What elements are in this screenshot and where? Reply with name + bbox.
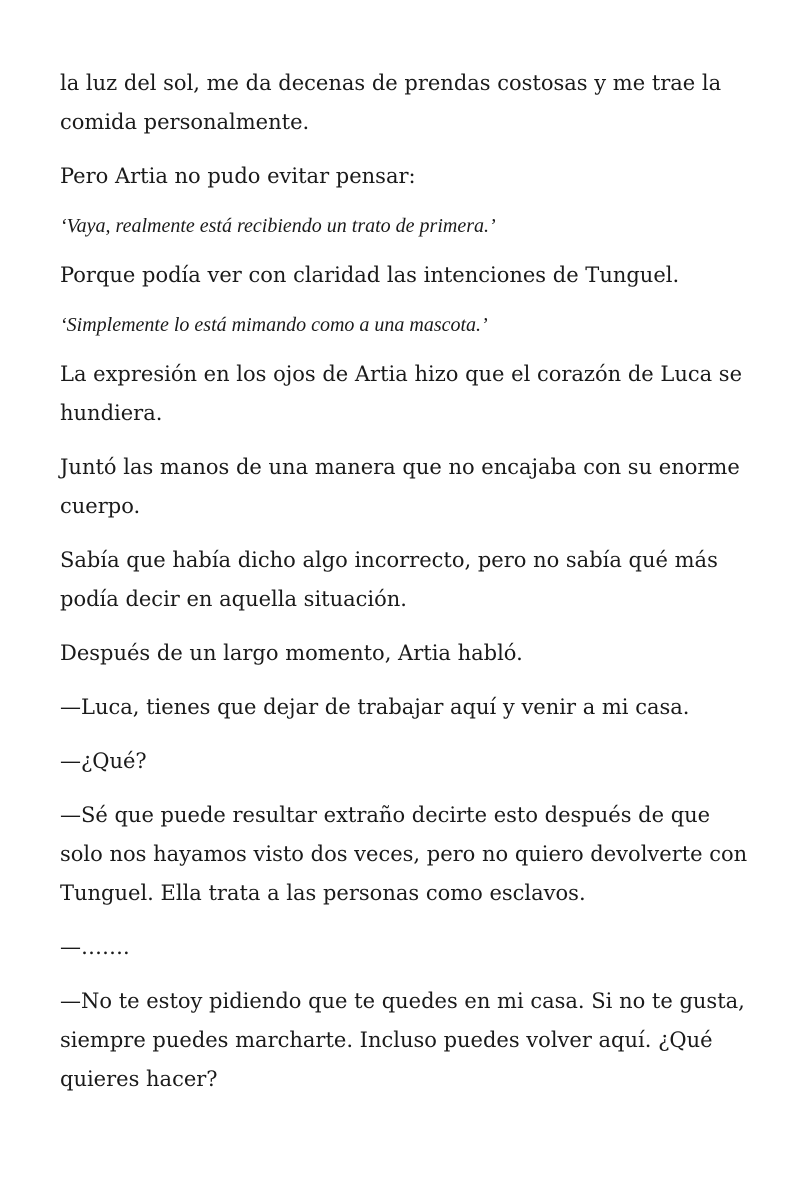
paragraph: la luz del sol, me da decenas de prendas costosas y me trae la comida personalmente.	[60, 71, 722, 134]
paragraph: Sabía que había dicho algo incorrecto, pero no sabía qué más podía decir en aquella situación.	[60, 548, 718, 611]
dialogue-line: —No te estoy pidiendo que te quedes en mi casa. Si no te gusta, siempre puedes marcharte. Incluso puedes volver aquí. ¿Qué quieres hacer?	[60, 989, 745, 1091]
paragraph: Juntó las manos de una manera que no encajaba con su enorme cuerpo.	[60, 455, 740, 518]
page-text	[60, 64, 750, 1114]
inner-thought: ‘Simplemente lo está mimando como a una mascota.’	[60, 314, 488, 336]
paragraph: Después de un largo momento, Artia habló.	[60, 641, 523, 665]
paragraph: Porque podía ver con claridad las intenciones de Tunguel.	[60, 263, 680, 287]
dialogue-line: —Sé que puede resultar extraño decirte esto después de que solo nos hayamos visto dos veces, pero no quiero devolverte con Tunguel. Ella trata a las personas como esclavos.	[60, 803, 748, 905]
dialogue-line: —¿Qué?	[60, 749, 147, 773]
dialogue-line: —Luca, tienes que dejar de trabajar aquí y venir a mi casa.	[60, 695, 690, 719]
inner-thought: ‘Vaya, realmente está recibiendo un trato de primera.’	[60, 215, 496, 237]
dialogue-line: —…….	[60, 935, 130, 959]
paragraph: La expresión en los ojos de Artia hizo que el corazón de Luca se hundiera.	[60, 362, 743, 425]
paragraph: Pero Artia no pudo evitar pensar:	[60, 164, 416, 188]
